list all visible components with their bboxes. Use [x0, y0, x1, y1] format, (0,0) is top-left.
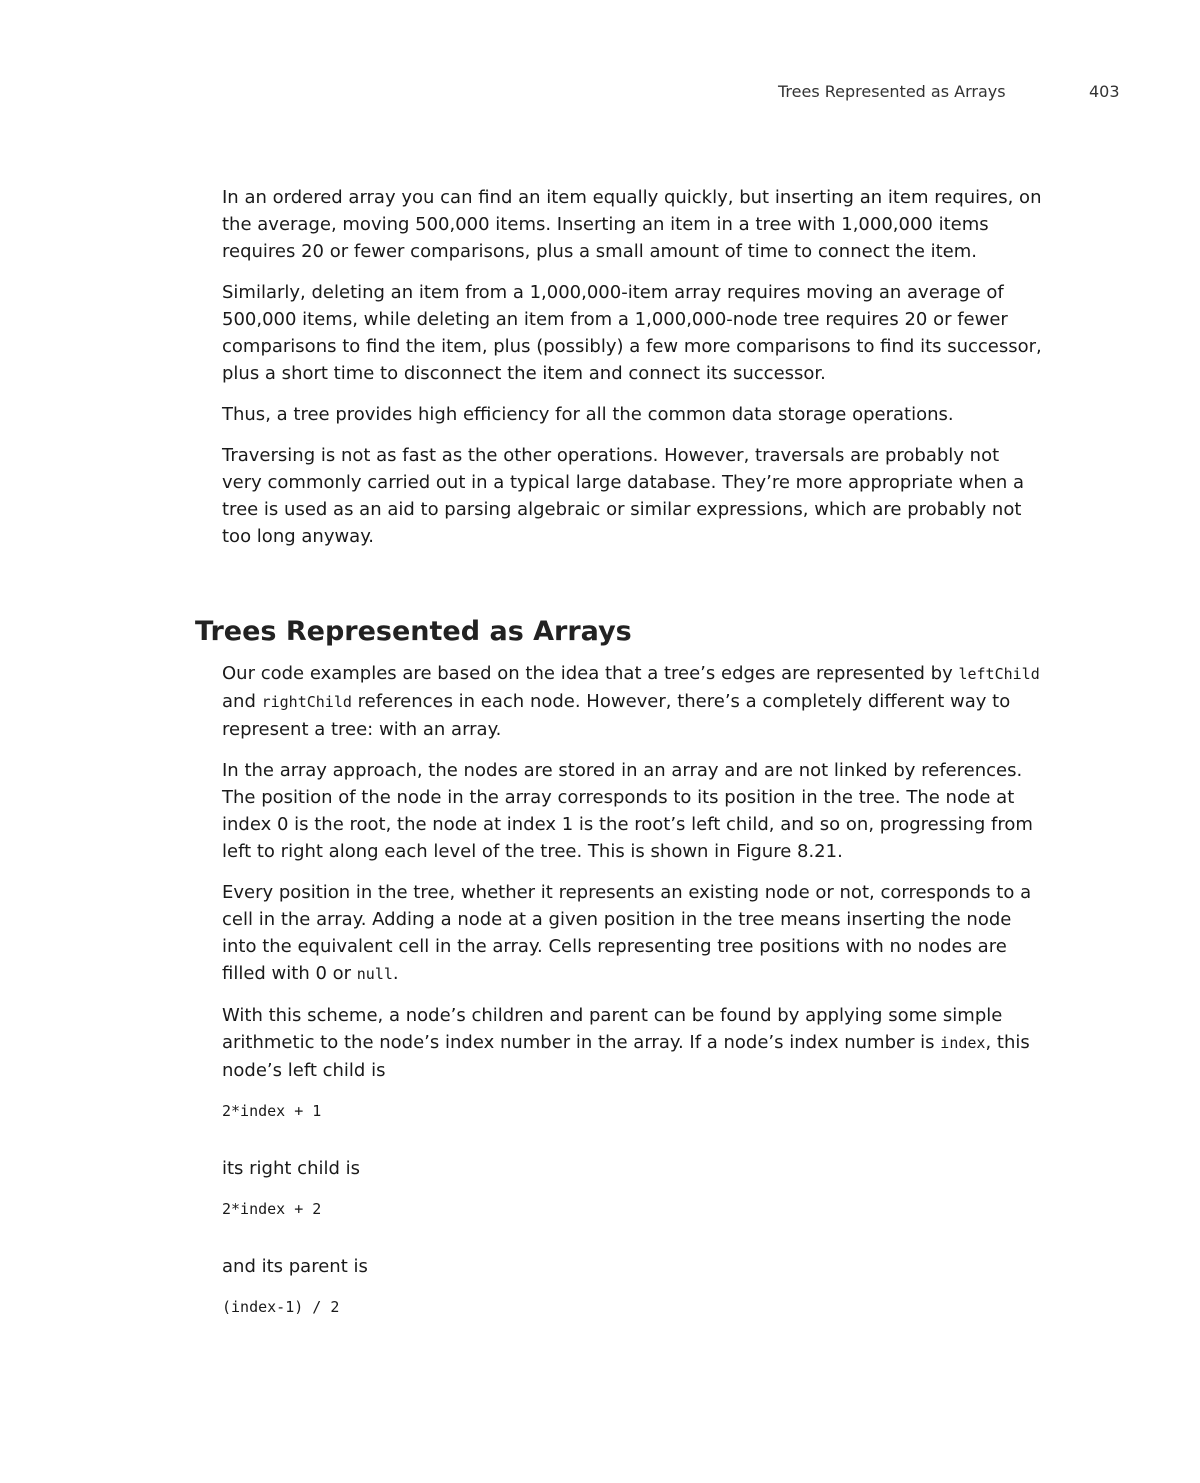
text-fragment: .	[392, 963, 399, 984]
section-heading: Trees Represented as Arrays	[195, 616, 632, 647]
paragraph-traversing: Traversing is not as fast as the other operations. However, traversals are probably not very commonly carried out in a typical large database. They’re more appropriate when a tree is used as an aid to parsing algebraic or similar expressions, which are probably not too long anyway.	[222, 445, 1024, 547]
label-parent: and its parent is	[222, 1256, 368, 1277]
running-header	[0, 80, 1200, 104]
paragraph-efficiency: Thus, a tree provides high efficiency for all the common data storage operations.	[222, 404, 954, 425]
running-title: Trees Represented as Arrays	[778, 82, 1006, 101]
label-right-child: its right child is	[222, 1158, 361, 1179]
paragraph-array-approach: In the array approach, the nodes are stored in an array and are not linked by references. The position of the node in the array corresponds to its position in the tree. The node at index 0 is the root, the node at index 1 is the root’s left child, and so on, progressing from left to right along each level of the tree. This is shown in Figure 8.21.	[222, 760, 1033, 862]
text-fragment: With this scheme, a node’s children and parent can be found by applying some simple arithmetic to the node’s index number in the array. If a node’s index number is	[222, 1005, 1003, 1053]
code-null: null	[356, 965, 393, 983]
formula-right-child: 2*index + 2	[222, 1200, 322, 1218]
formula-left-child: 2*index + 1	[222, 1102, 322, 1120]
text-fragment: Our code examples are based on the idea that a tree’s edges are represented by	[222, 663, 959, 684]
code-leftchild: leftChild	[958, 665, 1040, 683]
paragraph-ordered-array: In an ordered array you can find an item equally quickly, but inserting an item requires, on the average, moving 500,000 items. Inserting an item in a tree with 1,000,000 items requires 20 or fewer comparisons, plus a small amount of time to connect the item.	[222, 187, 1042, 262]
text-fragment: references in each node. However, there’s a completely different way to represent a tree: with an array.	[222, 691, 1011, 740]
intro-text	[222, 184, 1042, 564]
code-index: index	[940, 1034, 986, 1052]
text-fragment: Every position in the tree, whether it represents an existing node or not, corresponds to a cell in the array. Adding a node at a given position in the tree means inserting the node into the equivalent cell in the array. Cells representing tree positions with no nodes are filled with 0 or	[222, 882, 1032, 984]
paragraph-scheme	[222, 1002, 1042, 1084]
paragraph-every-position	[222, 879, 1042, 988]
paragraph-deleting: Similarly, deleting an item from a 1,000,000-item array requires moving an average of 500,000 items, while deleting an item from a 1,000,000-node tree requires 20 or fewer comparisons to find the item, plus (possibly) a few more comparisons to find its successor, plus a short time to disconnect the item and connect its successor.	[222, 282, 1042, 384]
section-text	[222, 660, 1042, 1351]
paragraph-code-examples	[222, 660, 1042, 743]
text-fragment: , this node’s left child is	[222, 1032, 1030, 1081]
page-number: 403	[1089, 82, 1120, 101]
code-rightchild: rightChild	[261, 693, 352, 711]
formula-parent: (index-1) / 2	[222, 1298, 340, 1316]
text-fragment: and	[222, 691, 262, 712]
